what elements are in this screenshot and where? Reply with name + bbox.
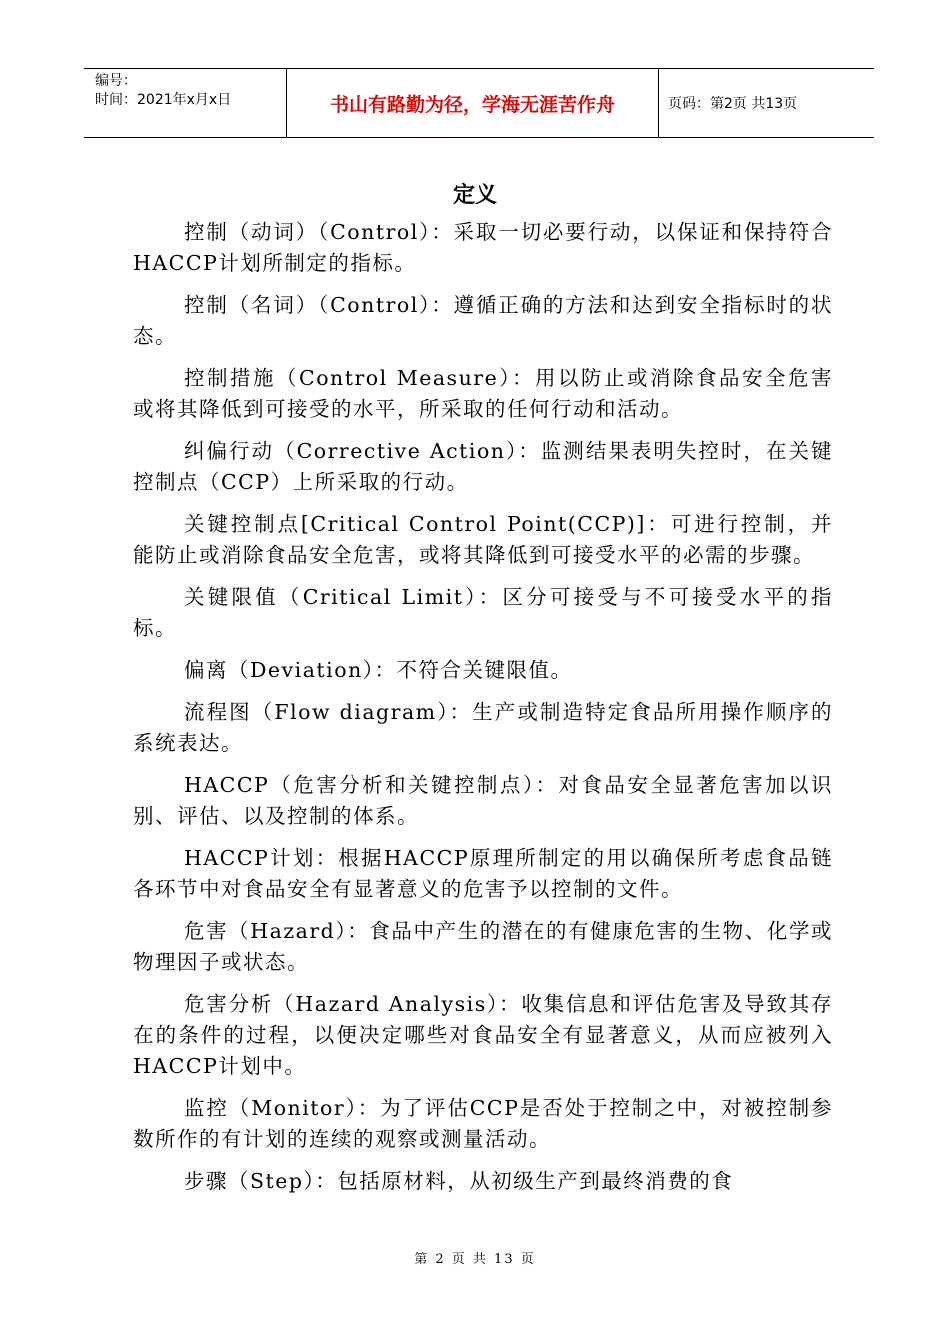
definitions-body [133,217,833,1208]
definition-paragraph: 步骤（Step）：包括原材料，从初级生产到最终消费的食 [184,1169,734,1193]
definition-paragraph: HACCP计划：根据HACCP原理所制定的用以确保所考虑食品链各环节中对食品安全有显著意义的危害予以控制的文件。 [133,846,833,901]
header-page-info: 页码：第2页 共13页 [668,96,798,112]
definition-paragraph: HACCP（危害分析和关键控制点）：对食品安全显著危害加以识别、评估、以及控制的体系。 [133,773,833,828]
definition-paragraph: 危害（Hazard）：食品中产生的潜在的有健康危害的生物、化学或物理因子或状态。 [133,919,833,974]
definition-paragraph: 危害分析（Hazard Analysis）：收集信息和评估危害及导致其存在的条件的过程，以便决定哪些对食品安全有显著意义，从而应被列入HACCP计划中。 [133,992,833,1078]
definition-paragraph: 控制（名词）（Control）：遵循正确的方法和达到安全指标时的状态。 [133,293,833,348]
definition-paragraph: 控制措施（Control Measure）：用以防止或消除食品安全危害或将其降低到可接受的水平，所采取的任何行动和活动。 [133,366,833,421]
document-date: 时间：2021年x月x日 [95,92,232,108]
header-motto: 书山有路勤为径，学海无涯苦作舟 [286,69,659,137]
definition-paragraph: 监控（Monitor）：为了评估CCP是否处于控制之中，对被控制参数所作的有计划的连续的观察或测量活动。 [133,1096,833,1151]
definition-paragraph: 纠偏行动（Corrective Action）：监测结果表明失控时，在关键控制点（CCP）上所采取的行动。 [133,439,833,494]
definition-paragraph: 流程图（Flow diagram）：生产或制造特定食品所用操作顺序的系统表达。 [133,700,833,755]
definition-paragraph: 关键控制点[Critical Control Point(CCP)]：可进行控制，并能防止或消除食品安全危害，或将其降低到可接受水平的必需的步骤。 [133,512,833,567]
document-number-label: 编号： [95,73,137,89]
header-meta [84,69,286,137]
page-header [84,68,874,138]
definition-paragraph: 控制（动词）（Control）：采取一切必要行动，以保证和保持符合HACCP计划所制定的指标。 [133,220,833,275]
definition-paragraph: 关键限值（Critical Limit）：区分可接受与不可接受水平的指标。 [133,585,833,640]
section-title: 定义 [452,183,497,208]
page-footer: 第 2 页 共 13 页 [414,1252,536,1267]
definition-paragraph: 偏离（Deviation）：不符合关键限值。 [184,658,573,682]
